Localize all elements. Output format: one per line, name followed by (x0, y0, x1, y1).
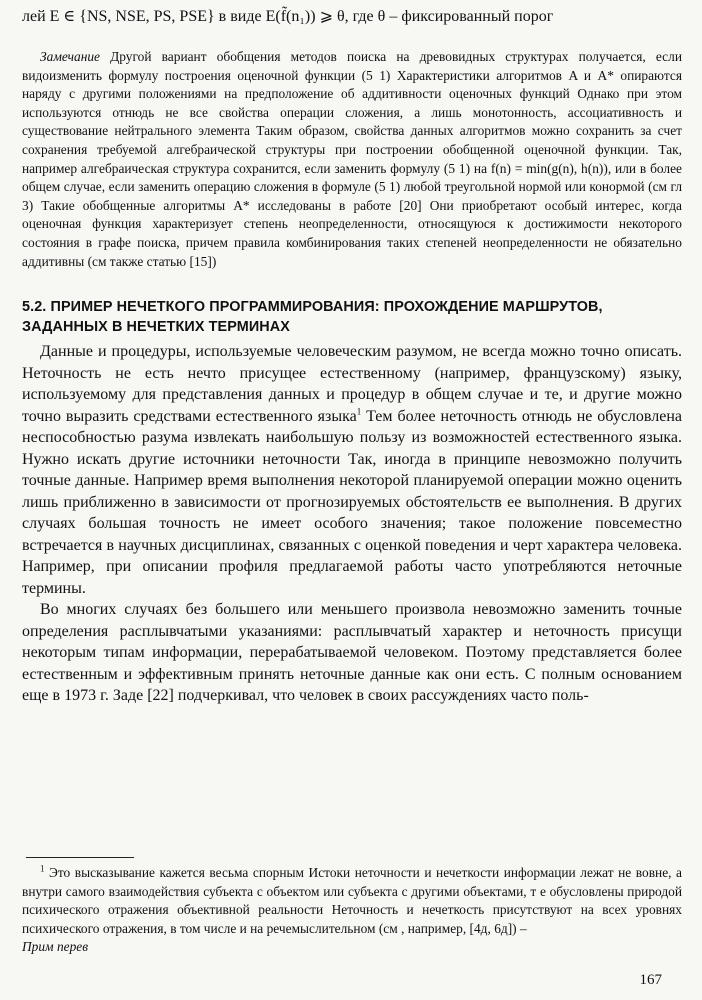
section-title: ПРИМЕР НЕЧЕТКОГО ПРОГРАММИРОВАНИЯ: ПРОХОЖДЕНИЕ МАРШРУТОВ, ЗАДАННЫХ В НЕЧЕТКИХ ТЕРМИНАХ (22, 299, 603, 336)
paragraph1-text-b: Тем более неточность отнюдь не обусловлена неспособностью разума извлекать наибольшую пользу из возможностей естественного языка. Нужно искать другие источники неточности Так, иногда в принципе невозможно получить точные данные. Например время выполнения некоторой планируемой операции можно оценить лишь приближенно в зависимости от прогнозируемых обстоятельств ее выполнения. В других случаях большая точность не имеет особого значения; такое положение повсеместно встречается в научных дисциплинах, связанных с оценкой поведения и черт характера человека. Например, при описании профиля предлагаемой работы часто употребляются неточные термины. (22, 407, 683, 597)
footnote-number: 1 (40, 863, 45, 874)
paragraph1-text-a: Данные и процедуры, используемые человеческим разумом, не всегда можно точно описать. Неточность не есть нечто присущее естественному (например, французскому) языку, используемому для представления данных и процедур в общем случае и те, и другие можно точно выразить средствами естественного языка (22, 343, 682, 425)
remark-paragraph (22, 48, 682, 271)
intro-text: лей E ∈ {NS, NSE, PS, PSE} в виде E(f̃(n₁)) ⩾ θ, где θ – фиксированный порог (22, 8, 554, 25)
footnote-divider (26, 857, 134, 858)
page-number: 167 (639, 972, 662, 988)
footnote-marker[interactable]: 1 (356, 406, 362, 417)
section-number: 5.2. (22, 299, 47, 316)
remark-text: Другой вариант обобщения методов поиска на древовидных структурах получается, если видоизменить формулу построения оценочной функции (5 1) Характеристики алгоритмов A и A* опираются наряду с другими положениями на предположение об аддитивности оценочных функций Однако при этом используются отнюдь не все свойства операции сложения, а лишь монотонность, ассоциативность и существование нейтрального элемента Таким образом, свойства данных алгоритмов можно сохранить за счет сохранения требуемой алгебраической структуры при построении обобщенной оценочной функции. Так, например алгебраическая структура сохранится, если заменить формулу (5 1) на f(n) = min(g(n), h(n)), или в более общем случае, если заменить операцию сложения в формуле (5 1) любой треугольной нормой или конормой (см гл 3) Такие обобщенные алгоритмы A* исследованы в работе [20] Они приобретают особый интерес, когда оценочная функция характеризует степень неопределенности, относящуюся к достижимости некоторого состояния в графе поиска, причем правила комбинирования таких степеней неопределенности не обязательно аддитивны (см также статью [15]) (22, 49, 682, 269)
page-body (22, 6, 682, 707)
footnote (22, 864, 682, 957)
section-heading (22, 297, 682, 337)
remark-label: Замечание (40, 49, 101, 64)
footnote-credit: Прим перев (22, 939, 89, 955)
body-paragraph-1 (22, 341, 682, 599)
body-paragraph-2: Во многих случаях без большего или меньшего произвола невозможно заменить точные определения расплывчатыми указаниями: расплывчатый характер и неточность присущи некоторым типам информации, перерабатываемой человеком. Поэтому представляется более естественным и эффективным принять неточные данные как они есть. С полным основанием еще в 1973 г. Заде [22] подчеркивал, что человек в своих рассуждениях часто поль- (22, 601, 682, 705)
footnote-text: Это высказывание кажется весьма спорным Истоки неточности и нечеткости информации лежат не вовне, а внутри самого взаимодействия субъекта с объектом или субъекта с другими объектами, т е обусловлены природой психического отражения объективной реальности Неточность и нечеткость присутствуют на всех уровнях психического отражения, в том числе и на речемыслительном (см , например, [4д, 6д]) – (22, 865, 682, 936)
